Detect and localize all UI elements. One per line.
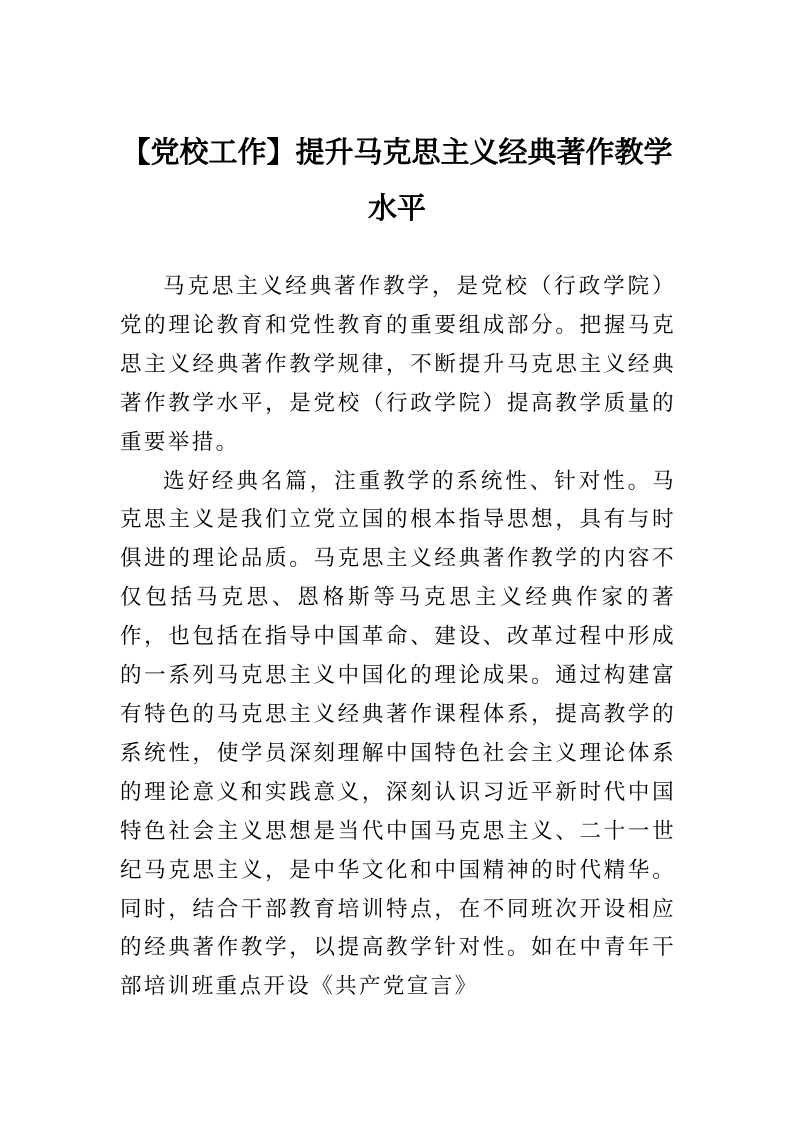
document-body	[120, 268, 676, 1007]
document-title: 【党校工作】提升马克思主义经典著作教学水平	[121, 135, 673, 225]
paragraph-classics-selection: 选好经典名篇，注重教学的系统性、针对性。马克思主义是我们立党立国的根本指导思想，具有与时俱进的理论品质。马克思主义经典著作教学的内容不仅包括马克思、恩格斯等马克思主义经典作家的著作，也包括在指导中国革命、建设、改革过程中形成的一系列马克思主义中国化的理论成果。通过构建富有特色的马克思主义经典著作课程体系，提高教学的系统性，使学员深刻理解中国特色社会主义理论体系的理论意义和实践意义，深刻认识习近平新时代中国特色社会主义思想是当代中国马克思主义、二十一世纪马克思主义，是中华文化和中国精神的时代精华。同时，结合干部教育培训特点，在不同班次开设相应的经典著作教学，以提高教学针对性。如在中青年干部培训班重点开设《共产党宣言》	[120, 468, 676, 1000]
paragraph-intro: 马克思主义经典著作教学，是党校（行政学院）党的理论教育和党性教育的重要组成部分。把握马克思主义经典著作教学规律，不断提升马克思主义经典著作教学水平，是党校（行政学院）提高教学质量的重要举措。	[120, 274, 676, 455]
